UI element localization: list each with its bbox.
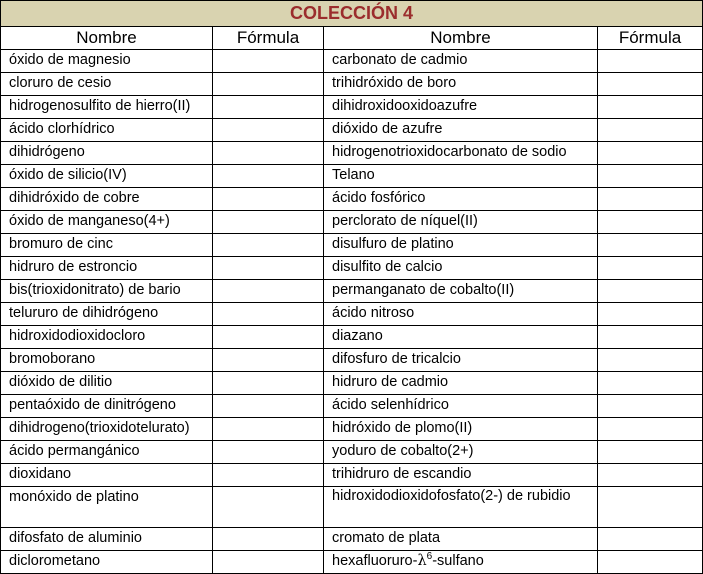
formula-cell-left[interactable] bbox=[213, 395, 324, 418]
formula-cell-left[interactable] bbox=[213, 211, 324, 234]
formula-cell-right[interactable] bbox=[598, 234, 703, 257]
lambda-symbol: λ bbox=[417, 553, 427, 569]
name-suffix: -sulfano bbox=[432, 553, 484, 569]
table-row bbox=[1, 349, 703, 372]
table-row bbox=[1, 551, 703, 574]
formula-cell-left[interactable] bbox=[213, 165, 324, 188]
formula-cell-right[interactable] bbox=[598, 303, 703, 326]
compound-name-right: cromato de plata bbox=[324, 528, 598, 551]
compound-name-left: óxido de silicio(IV) bbox=[1, 165, 213, 188]
compound-name-right: hidróxido de plomo(II) bbox=[324, 418, 598, 441]
compound-name-right: hidroxidodioxidofosfato(2-) de rubidio bbox=[324, 487, 598, 528]
formula-cell-left[interactable] bbox=[213, 257, 324, 280]
formula-cell-left[interactable] bbox=[213, 326, 324, 349]
compound-name-left: dióxido de dilitio bbox=[1, 372, 213, 395]
compound-name-right: disulfito de calcio bbox=[324, 257, 598, 280]
formula-cell-right[interactable] bbox=[598, 142, 703, 165]
formula-cell-right[interactable] bbox=[598, 73, 703, 96]
compound-name-right: Telano bbox=[324, 165, 598, 188]
formula-cell-left[interactable] bbox=[213, 303, 324, 326]
formula-cell-right[interactable] bbox=[598, 257, 703, 280]
table-row bbox=[1, 441, 703, 464]
table-row bbox=[1, 487, 703, 528]
table-row bbox=[1, 257, 703, 280]
compound-name-right: dihidroxidooxidoazufre bbox=[324, 96, 598, 119]
compound-name-left: bis(trioxidonitrato) de bario bbox=[1, 280, 213, 303]
formula-cell-left[interactable] bbox=[213, 234, 324, 257]
formula-cell-left[interactable] bbox=[213, 142, 324, 165]
table-row bbox=[1, 165, 703, 188]
compound-name-right: hidruro de cadmio bbox=[324, 372, 598, 395]
header-formula-left: Fórmula bbox=[213, 27, 324, 50]
formula-cell-left[interactable] bbox=[213, 372, 324, 395]
table-row bbox=[1, 188, 703, 211]
table-row bbox=[1, 234, 703, 257]
compound-name-left: bromuro de cinc bbox=[1, 234, 213, 257]
compound-name-right: carbonato de cadmio bbox=[324, 50, 598, 73]
collection-title: COLECCIÓN 4 bbox=[1, 1, 703, 27]
compound-name-right: trihidruro de escandio bbox=[324, 464, 598, 487]
table-row bbox=[1, 142, 703, 165]
header-name-right: Nombre bbox=[324, 27, 598, 50]
compound-name-left: dihidróxido de cobre bbox=[1, 188, 213, 211]
formula-cell-left[interactable] bbox=[213, 119, 324, 142]
compound-name-left: dihidrogeno(trioxidotelurato) bbox=[1, 418, 213, 441]
compound-name-right: ácido fosfórico bbox=[324, 188, 598, 211]
compound-name-left: hidroxidodioxidocloro bbox=[1, 326, 213, 349]
compound-name-left: ácido permangánico bbox=[1, 441, 213, 464]
compound-name-right: dióxido de azufre bbox=[324, 119, 598, 142]
compound-name-right: hidrogenotrioxidocarbonato de sodio bbox=[324, 142, 598, 165]
formula-cell-right[interactable] bbox=[598, 551, 703, 574]
formula-cell-right[interactable] bbox=[598, 119, 703, 142]
formula-cell-right[interactable] bbox=[598, 349, 703, 372]
compound-name-right: diazano bbox=[324, 326, 598, 349]
compound-name-left: hidruro de estroncio bbox=[1, 257, 213, 280]
formula-cell-right[interactable] bbox=[598, 280, 703, 303]
compound-name-left: telururo de dihidrógeno bbox=[1, 303, 213, 326]
compound-name-right: difosfuro de tricalcio bbox=[324, 349, 598, 372]
formula-cell-right[interactable] bbox=[598, 188, 703, 211]
formula-cell-right[interactable] bbox=[598, 395, 703, 418]
formula-cell-right[interactable] bbox=[598, 528, 703, 551]
formula-cell-left[interactable] bbox=[213, 73, 324, 96]
title-row bbox=[1, 1, 703, 27]
compound-name-left: bromoborano bbox=[1, 349, 213, 372]
formula-cell-right[interactable] bbox=[598, 211, 703, 234]
compound-name-left: hidrogenosulfito de hierro(II) bbox=[1, 96, 213, 119]
compound-name-left: cloruro de cesio bbox=[1, 73, 213, 96]
formula-cell-right[interactable] bbox=[598, 326, 703, 349]
header-formula-right: Fórmula bbox=[598, 27, 703, 50]
formula-cell-left[interactable] bbox=[213, 487, 324, 528]
formula-cell-left[interactable] bbox=[213, 441, 324, 464]
compound-name-right: disulfuro de platino bbox=[324, 234, 598, 257]
formula-cell-right[interactable] bbox=[598, 441, 703, 464]
table-row bbox=[1, 211, 703, 234]
table-row bbox=[1, 464, 703, 487]
formula-cell-left[interactable] bbox=[213, 188, 324, 211]
formula-cell-right[interactable] bbox=[598, 50, 703, 73]
table-row bbox=[1, 528, 703, 551]
compound-name-left: monóxido de platino bbox=[1, 487, 213, 528]
formula-cell-right[interactable] bbox=[598, 372, 703, 395]
valence-superscript: 6 bbox=[426, 551, 433, 562]
compound-name-right: perclorato de níquel(II) bbox=[324, 211, 598, 234]
compound-name-right: ácido nitroso bbox=[324, 303, 598, 326]
table-row bbox=[1, 280, 703, 303]
compound-name-left: difosfato de aluminio bbox=[1, 528, 213, 551]
table-row bbox=[1, 326, 703, 349]
compound-name-left: ácido clorhídrico bbox=[1, 119, 213, 142]
compound-name-left: óxido de manganeso(4+) bbox=[1, 211, 213, 234]
formula-cell-left[interactable] bbox=[213, 50, 324, 73]
header-name-left: Nombre bbox=[1, 27, 213, 50]
compound-name-right: trihidróxido de boro bbox=[324, 73, 598, 96]
compound-name-left: dioxidano bbox=[1, 464, 213, 487]
formula-cell-right[interactable] bbox=[598, 96, 703, 119]
table-row bbox=[1, 395, 703, 418]
formula-cell-right[interactable] bbox=[598, 464, 703, 487]
table-row bbox=[1, 303, 703, 326]
formula-cell-left[interactable] bbox=[213, 349, 324, 372]
compound-name-left: diclorometano bbox=[1, 551, 213, 574]
table-row bbox=[1, 372, 703, 395]
table-row bbox=[1, 73, 703, 96]
compound-name-right: ácido selenhídrico bbox=[324, 395, 598, 418]
table-row bbox=[1, 96, 703, 119]
table-row bbox=[1, 50, 703, 73]
table-row bbox=[1, 418, 703, 441]
compound-name-right: permanganato de cobalto(II) bbox=[324, 280, 598, 303]
compound-name-left: óxido de magnesio bbox=[1, 50, 213, 73]
compound-name-right: yoduro de cobalto(2+) bbox=[324, 441, 598, 464]
formula-cell-left[interactable] bbox=[213, 551, 324, 574]
formula-cell-left[interactable] bbox=[213, 418, 324, 441]
formula-cell-right[interactable] bbox=[598, 487, 703, 528]
formula-cell-left[interactable] bbox=[213, 528, 324, 551]
formula-cell-right[interactable] bbox=[598, 165, 703, 188]
formula-cell-left[interactable] bbox=[213, 280, 324, 303]
formula-cell-left[interactable] bbox=[213, 96, 324, 119]
table-row bbox=[1, 119, 703, 142]
compound-name-left: pentaóxido de dinitrógeno bbox=[1, 395, 213, 418]
formula-cell-left[interactable] bbox=[213, 464, 324, 487]
name-prefix: hexafluoruro- bbox=[332, 553, 418, 569]
compound-name-right bbox=[324, 551, 598, 574]
compound-name-left: dihidrógeno bbox=[1, 142, 213, 165]
header-row bbox=[1, 27, 703, 50]
formula-cell-right[interactable] bbox=[598, 418, 703, 441]
